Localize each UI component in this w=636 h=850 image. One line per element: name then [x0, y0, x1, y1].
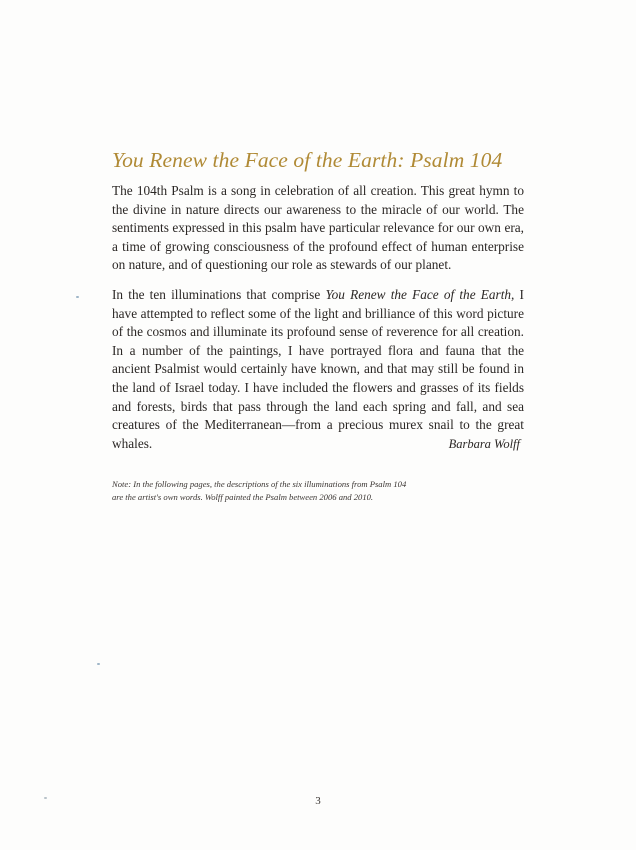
paragraph-text-end: I have attempted to reflect some of the light and brilliance of this word picture of the cosmos and illuminate its profound sense of reverence for all creation. In a number of the paintings, I have portrayed flora and fauna that the ancient Psalmist would certainly have known, and that may still be found in the land of Israel today. I have included the flowers and grasses of its fields and forests, birds that pass through the land each spring and fall, and sea creatures of the Mediterranean—from a precious murex snail to the great whales. — [112, 287, 524, 451]
footnote-line-2: are the artist's own words. Wolff painted the Psalm between 2006 and 2010. — [112, 492, 374, 502]
intro-paragraph: The 104th Psalm is a song in celebration of all creation. This great hymn to the divine in nature directs our awareness to the miracle of our world. The sentiments expressed in this psalm have particular relevance for our own era, a time of growing consciousness of the profound effect of human enterprise on nature, and of questioning our role as stewards of our planet. — [112, 183, 524, 273]
scan-speck — [76, 296, 79, 298]
footnote-line-1: Note: In the following pages, the descriptions of the six illuminations from Psalm 104 — [112, 479, 407, 489]
scan-speck — [44, 797, 47, 799]
illuminations-paragraph — [112, 286, 524, 453]
author-signature: Barbara Wolff — [448, 437, 520, 451]
page-number: 3 — [315, 795, 321, 807]
footnote — [112, 478, 412, 504]
scan-speck — [97, 663, 100, 665]
paragraph-text-start: In the ten illuminations that comprise — [112, 287, 326, 302]
italic-work-title: You Renew the Face of the Earth, — [325, 287, 515, 302]
page-title: You Renew the Face of the Earth: Psalm 104 — [112, 148, 503, 172]
